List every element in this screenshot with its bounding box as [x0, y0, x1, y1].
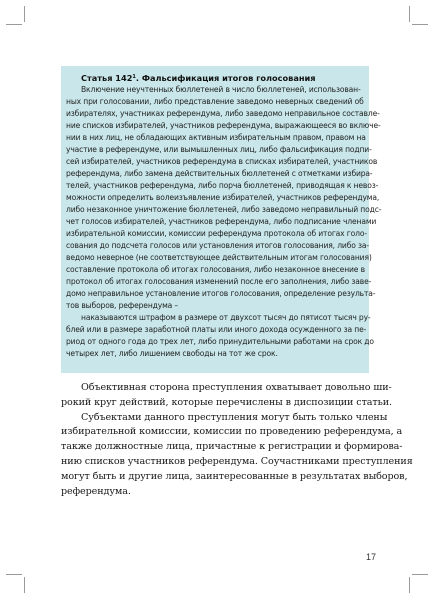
article-line: домо неправильное установление итогов голосования, определение результа- — [66, 289, 376, 298]
crop-mark — [6, 574, 22, 575]
crop-mark — [412, 24, 428, 25]
article-line: Включение неучтенных бюллетеней в число бюллетеней, использован- — [81, 85, 361, 94]
penalty-line: четырех лет, либо лишением свободы на тот же срок. — [66, 349, 278, 358]
paragraph-line: рокий круг действий, которые перечислены в диспозиции статьи. — [61, 396, 392, 408]
article-line: ных при голосовании, либо представление заведомо неверных сведений об — [66, 97, 364, 106]
paragraph-line: нию списков участников референдума. Соучастниками преступления — [61, 455, 413, 467]
article-title: Статья $142^1$. Фальсификация итогов голосования — [81, 73, 316, 83]
page-number: 17 — [365, 552, 376, 562]
article-line: избирателях, участниках референдума, либо заведомо неправильное составле- — [66, 109, 380, 118]
penalty-line: риод от одного года до трех лет, либо принудительными работами на срок до — [66, 337, 374, 346]
article-line: либо незаконное уничтожение бюллетеней, либо заведомо неправильный подс- — [66, 205, 382, 214]
article-line: ведомо неверное (не соответствующее действительным итогам голосования) — [66, 253, 372, 262]
crop-mark — [6, 24, 22, 25]
article-line: составление протокола об итогах голосования, либо незаконное внесение в — [66, 265, 365, 274]
paragraph-line: также должностные лица, причастные к регистрации и формирова- — [61, 441, 403, 453]
article-line: можности определить волеизъявление избирателей, участников референдума, — [66, 193, 380, 202]
article-line: референдума, либо замена действительных бюллетеней с отметками избира- — [66, 169, 373, 178]
article-line: тов выборов, референдума – — [66, 301, 179, 310]
article-text — [66, 84, 382, 360]
crop-mark — [24, 577, 25, 593]
body-text — [61, 381, 413, 499]
article-line: ние списков избирателей, участников референдума, выражающееся во включе- — [66, 121, 381, 130]
article-line: участие в референдуме, или вымышленных лиц, либо фальсификация подпи- — [66, 145, 372, 154]
article-line: протокол об итогах голосования изменений после его заполнения, либо заве- — [66, 277, 372, 286]
article-box — [61, 66, 382, 373]
article-line: сования до подсчета голосов или установления итогов голосования, либо за- — [66, 241, 369, 250]
penalty-line: наказываются штрафом в размере от двухсот тысяч до пятисот тысяч ру- — [81, 313, 371, 322]
crop-mark — [409, 577, 410, 593]
crop-mark — [412, 574, 428, 575]
penalty-line: блей или в размере заработной платы или иного дохода осужденного за пе- — [66, 325, 367, 334]
article-line: телей, участников референдума, либо порча бюллетеней, приводящая к невоз- — [66, 181, 379, 190]
crop-mark — [24, 6, 25, 22]
crop-mark — [409, 6, 410, 22]
paragraph-line: Объективная сторона преступления охватывает довольно ши- — [81, 382, 392, 393]
paragraph-line: могут быть и другие лица, заинтересованные в результатах выборов, — [61, 470, 408, 482]
paragraph-line: Субъектами данного преступления могут быть только члены — [81, 411, 388, 423]
article-line: избирательной комиссии, комиссии референдума протокола об итогах голо- — [66, 229, 367, 238]
article-line: сей избирателей, участников референдума в списках избирателей, участников — [66, 157, 378, 166]
paragraph-line: избирательной комиссии, комиссии по проведению референдума, а — [61, 426, 403, 438]
article-line: чет голосов избирателей, участников референдума, либо подписание членами — [66, 217, 377, 226]
article-line: нии в них лиц, не обладающих активным избирательным правом, правом на — [66, 133, 366, 142]
paragraph-line: референдума. — [61, 485, 131, 497]
